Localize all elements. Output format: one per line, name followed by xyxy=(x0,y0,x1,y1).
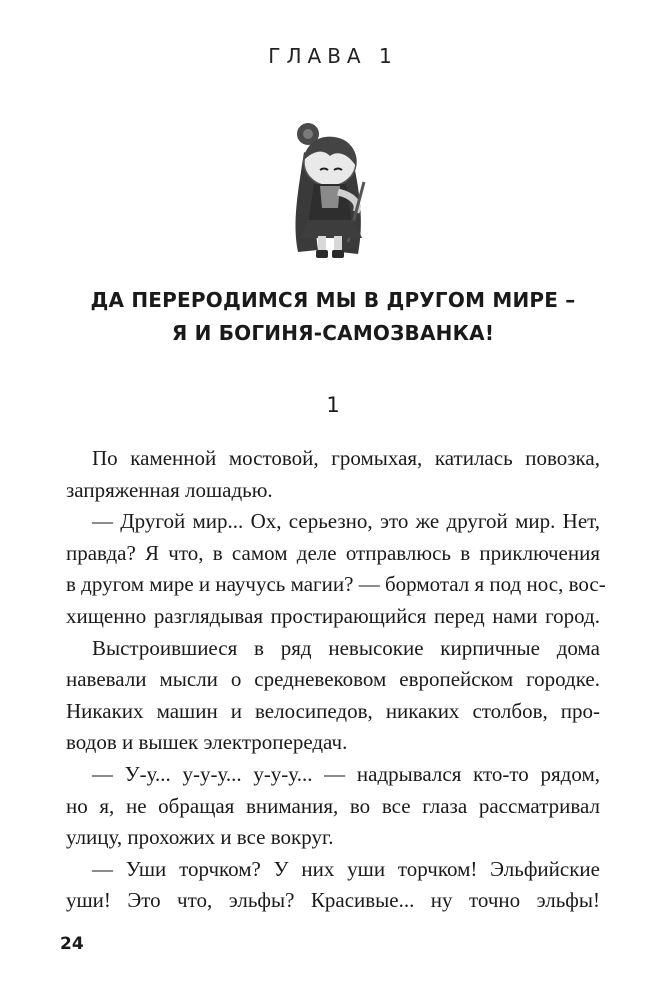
text-line: навевали мысли о средневековом европейском городке. xyxy=(66,667,600,692)
chapter-label: ГЛАВА 1 xyxy=(268,44,398,68)
chibi-girl-illustration xyxy=(268,112,402,264)
text-line: водов и вышек электропередач. xyxy=(66,730,348,755)
text-line: уши! Это что, эльфы? Красивые... ну точно эльфы! xyxy=(66,888,600,913)
chapter-title-line-2: Я И БОГИНЯ-САМОЗВАНКА! xyxy=(171,321,495,345)
text-line: Выстроившиеся в ряд невысокие кирпичные дома xyxy=(92,635,600,660)
body-text xyxy=(66,443,606,917)
text-line: хищенно разглядывая простирающийся перед нами город. xyxy=(66,603,600,628)
text-line: — Другой мир... Ох, серьезно, это же другой мир. Нет, xyxy=(92,509,600,534)
section-number: 1 xyxy=(326,393,340,417)
text-line: в другом мире и научусь магии? — бормотал я под нос, вос- xyxy=(66,572,606,597)
text-line: — Уши торчком? У них уши торчком! Эльфийские xyxy=(92,856,600,881)
text-line: Никаких машин и велосипедов, никаких столбов, про- xyxy=(66,698,600,723)
text-line: улицу, прохожих и все вокруг. xyxy=(66,825,334,850)
page-number: 24 xyxy=(60,934,84,954)
chapter-title-line-1: ДА ПЕРЕРОДИМСЯ МЫ В ДРУГОМ МИРЕ – xyxy=(90,288,576,312)
chapter-title xyxy=(0,284,666,350)
text-line: По каменной мостовой, громыхая, катилась повозка, xyxy=(92,446,600,470)
text-line: запряженная лошадью. xyxy=(66,477,273,502)
text-line: — У-у... у-у-у... у-у-у... — надрывался кто-то рядом, xyxy=(92,761,600,786)
text-line: правда? Я что, в самом деле отправлюсь в приключения xyxy=(66,540,600,565)
text-line: но я, не обращая внимания, во все глаза рассматривал xyxy=(66,793,600,818)
